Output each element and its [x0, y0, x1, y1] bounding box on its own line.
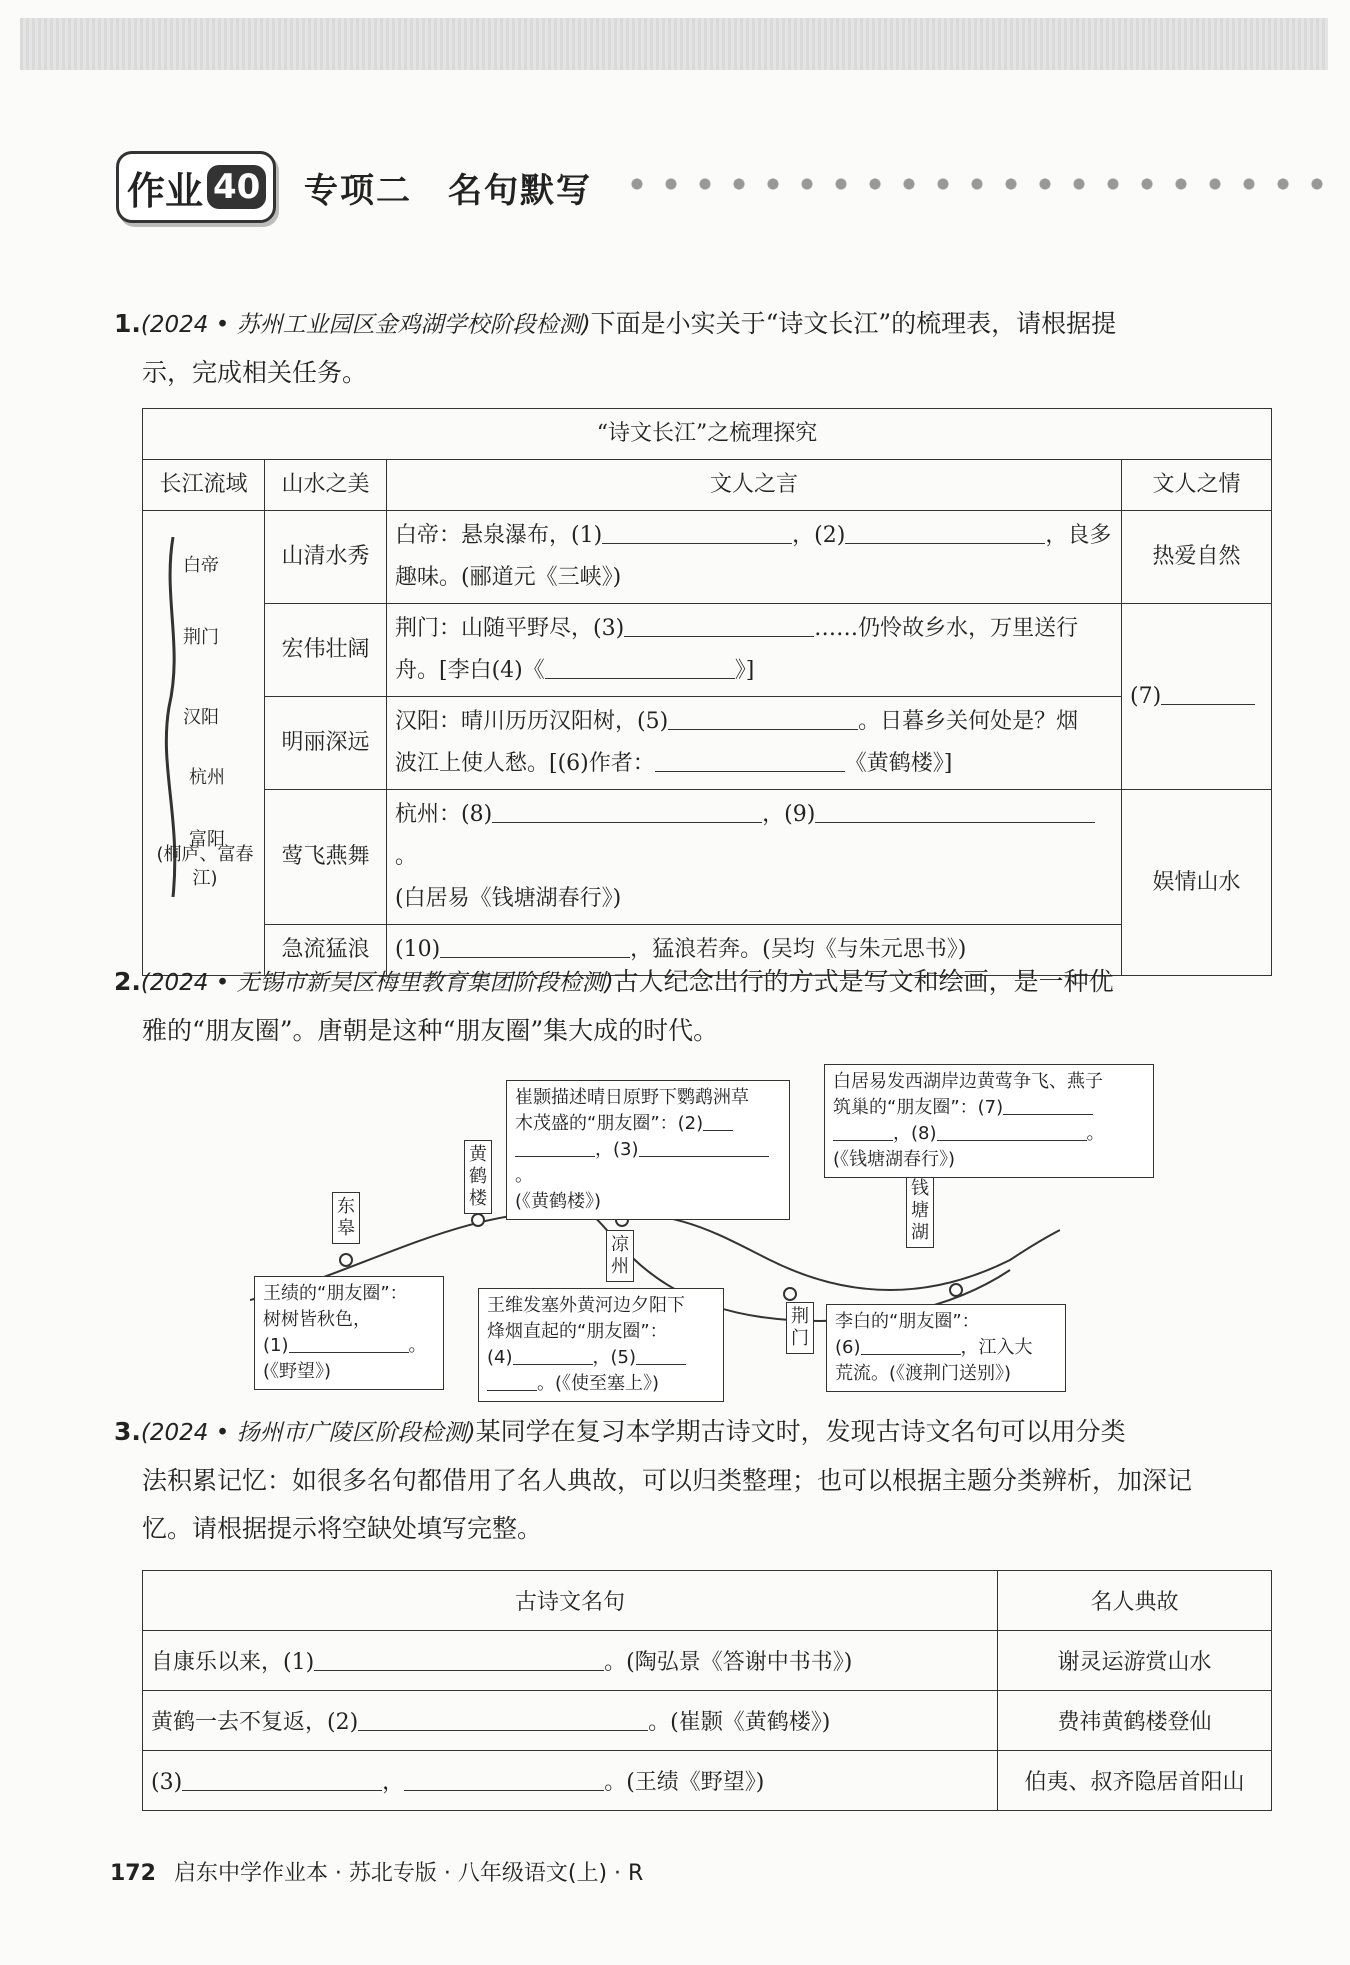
q3-table [142, 1570, 1272, 1811]
box-libai: 李白的“朋友圈”： (6) ，江入大 荒流。(《渡荆门送别》) [826, 1304, 1066, 1392]
place-jingmen: 荆门 [786, 1302, 814, 1354]
q3-quote-1: 自康乐以来，(1) 。(陶弘景《答谢中书书》) [143, 1631, 998, 1691]
words-5: (10) ，猛浪若奔。(吴均《与朱元思书》) [387, 925, 1122, 976]
q3-blank-1[interactable] [314, 1647, 604, 1671]
river-place-jingmen: 荆门 [183, 627, 219, 648]
beauty-1: 山清水秀 [265, 511, 387, 604]
place-qiantanghu: 钱塘湖 [906, 1174, 934, 1248]
question-2 [114, 958, 1274, 1055]
top-band [20, 18, 1328, 70]
q1-header-region: 长江流域 [143, 460, 265, 511]
homework-number: 40 [207, 165, 266, 209]
q1-line2: 示，完成相关任务。 [142, 358, 368, 387]
q3-number: 3. [114, 1417, 141, 1446]
q3-story-3: 伯夷、叔齐隐居首阳山 [998, 1751, 1272, 1811]
beauty-3: 明丽深远 [265, 697, 387, 790]
homework-label: 作业 [127, 168, 204, 213]
q2-blank-3[interactable] [639, 1139, 769, 1157]
q3-blank-3b[interactable] [404, 1767, 604, 1791]
words-1: 白帝：悬泉瀑布，(1) ，(2) ，良多 趣味。(郦道元《三峡》) [387, 511, 1122, 604]
q3-header-quote: 古诗文名句 [143, 1571, 998, 1631]
q3-line3: 忆。请根据提示将空缺处填写完整。 [142, 1514, 543, 1543]
blank-2[interactable] [845, 520, 1045, 544]
page-number: 172 [110, 1861, 156, 1886]
q3-quote-2: 黄鹤一去不复返，(2) 。(崔颢《黄鹤楼》) [143, 1691, 998, 1751]
river-place-tonglu: (桐庐、富春江) [156, 844, 254, 889]
q1-line1: 下面是小实关于“诗文长江”的梳理表，请根据提 [590, 309, 1117, 338]
q3-blank-3a[interactable] [182, 1767, 382, 1791]
beauty-5: 急流猛浪 [265, 925, 387, 976]
q1-header-beauty: 山水之美 [265, 460, 387, 511]
q2-line2: 雅的“朋友圈”。唐朝是这种“朋友圈”集大成的时代。 [142, 1016, 719, 1045]
place-donggao: 东皋 [332, 1192, 360, 1244]
q3-story-1: 谢灵运游赏山水 [998, 1631, 1272, 1691]
beauty-2: 宏伟壮阔 [265, 604, 387, 697]
section-header [116, 148, 592, 226]
q3-quote-3: (3) ， 。(王绩《野望》) [143, 1751, 998, 1811]
river-place-hanyang: 汉阳 [183, 707, 219, 728]
blank-8[interactable] [492, 799, 762, 823]
words-4: 杭州：(8) ，(9)。 (白居易《钱塘湖春行》) [387, 790, 1122, 925]
blank-1[interactable] [602, 520, 792, 544]
q3-line2: 法积累记忆：如很多名句都借用了名人典故，可以归类整理；也可以根据主题分类辨析，加深记 [142, 1466, 1193, 1495]
box-cuihao: 崔颢描述晴日原野下鹦鹉洲草 木茂盛的“朋友圈”：(2) ，(3)。 (《黄鹤楼》) [506, 1080, 790, 1220]
words-2: 荆门：山随平野尽，(3) ……仍怜故乡水，万里送行 舟。[李白(4)《 》] [387, 604, 1122, 697]
words-3: 汉阳：晴川历历汉阳树，(5) 。日暮乡关何处是？烟 波江上使人愁。[(6)作者： 《黄鹤楼》] [387, 697, 1122, 790]
feeling-2: 娱情山水 [1122, 790, 1272, 976]
box-wangwei: 王维发塞外黄河边夕阳下 烽烟直起的“朋友圈”： (4) ，(5) 。(《使至塞上》) [478, 1288, 724, 1402]
blank-4[interactable] [545, 655, 735, 679]
blank-10[interactable] [440, 934, 630, 958]
blank-5[interactable] [668, 706, 858, 730]
q2-line1: 古人纪念出行的方式是写文和绘画，是一种优 [613, 967, 1114, 996]
q1-header-feeling: 文人之情 [1122, 460, 1272, 511]
q1-header-words: 文人之言 [387, 460, 1122, 511]
question-1 [114, 300, 1274, 397]
q2-blank-5[interactable] [636, 1347, 686, 1365]
homework-tag [116, 151, 276, 223]
place-huanghelou: 黄鹤楼 [464, 1140, 492, 1214]
dot-divider [620, 176, 1330, 192]
q3-source: (2024 • 扬州市广陵区阶段检测) [140, 1420, 476, 1446]
place-liangzhou: 凉州 [606, 1230, 634, 1282]
river-place-fuyang: 富阳 [189, 829, 225, 850]
river-cell [143, 511, 265, 976]
q1-table-title: “诗文长江”之梳理探究 [143, 409, 1272, 460]
box-wangji: 王绩的“朋友圈”： 树树皆秋色， (1) 。 (《野望》) [254, 1276, 444, 1390]
blank-3[interactable] [624, 613, 814, 637]
q1-table [142, 408, 1272, 976]
q1-source: (2024 • 苏州工业园区金鸡湖学校阶段检测) [140, 312, 591, 338]
q2-blank-6[interactable] [861, 1337, 961, 1355]
page-footer [110, 1856, 643, 1887]
river-place-hangzhou: 杭州 [189, 767, 225, 788]
box-baijuyi: 白居易发西湖岸边黄莺争飞、燕子 筑巢的“朋友圈”：(7) ，(8) 。 (《钱塘湖春行》) [824, 1064, 1154, 1178]
page-title: 专项二 名句默写 [304, 170, 592, 211]
blank-7[interactable] [1161, 681, 1255, 705]
q2-blank-8[interactable] [937, 1123, 1087, 1141]
q2-blank-4[interactable] [513, 1347, 593, 1365]
q3-blank-2[interactable] [358, 1707, 648, 1731]
q2-blank-2[interactable] [703, 1113, 733, 1131]
q2-source: (2024 • 无锡市新吴区梅里教育集团阶段检测) [140, 970, 614, 996]
beauty-4: 莺飞燕舞 [265, 790, 387, 925]
q2-blank-1[interactable] [289, 1335, 409, 1353]
book-title: 启东中学作业本 · 苏北专版 · 八年级语文(上) · R [173, 1861, 644, 1886]
feeling-7-cell: (7) [1122, 604, 1272, 790]
q2-blank-7[interactable] [1003, 1097, 1093, 1115]
q3-header-story: 名人典故 [998, 1571, 1272, 1631]
question-3 [114, 1408, 1284, 1553]
q3-story-2: 费祎黄鹤楼登仙 [998, 1691, 1272, 1751]
blank-6[interactable] [655, 748, 845, 772]
river-place-baidi: 白帝 [183, 555, 219, 576]
q3-line1: 某同学在复习本学期古诗文时，发现古诗文名句可以用分类 [475, 1417, 1126, 1446]
feeling-1: 热爱自然 [1122, 511, 1272, 604]
q2-number: 2. [114, 967, 141, 996]
blank-9[interactable] [815, 799, 1095, 823]
q1-number: 1. [114, 309, 141, 338]
